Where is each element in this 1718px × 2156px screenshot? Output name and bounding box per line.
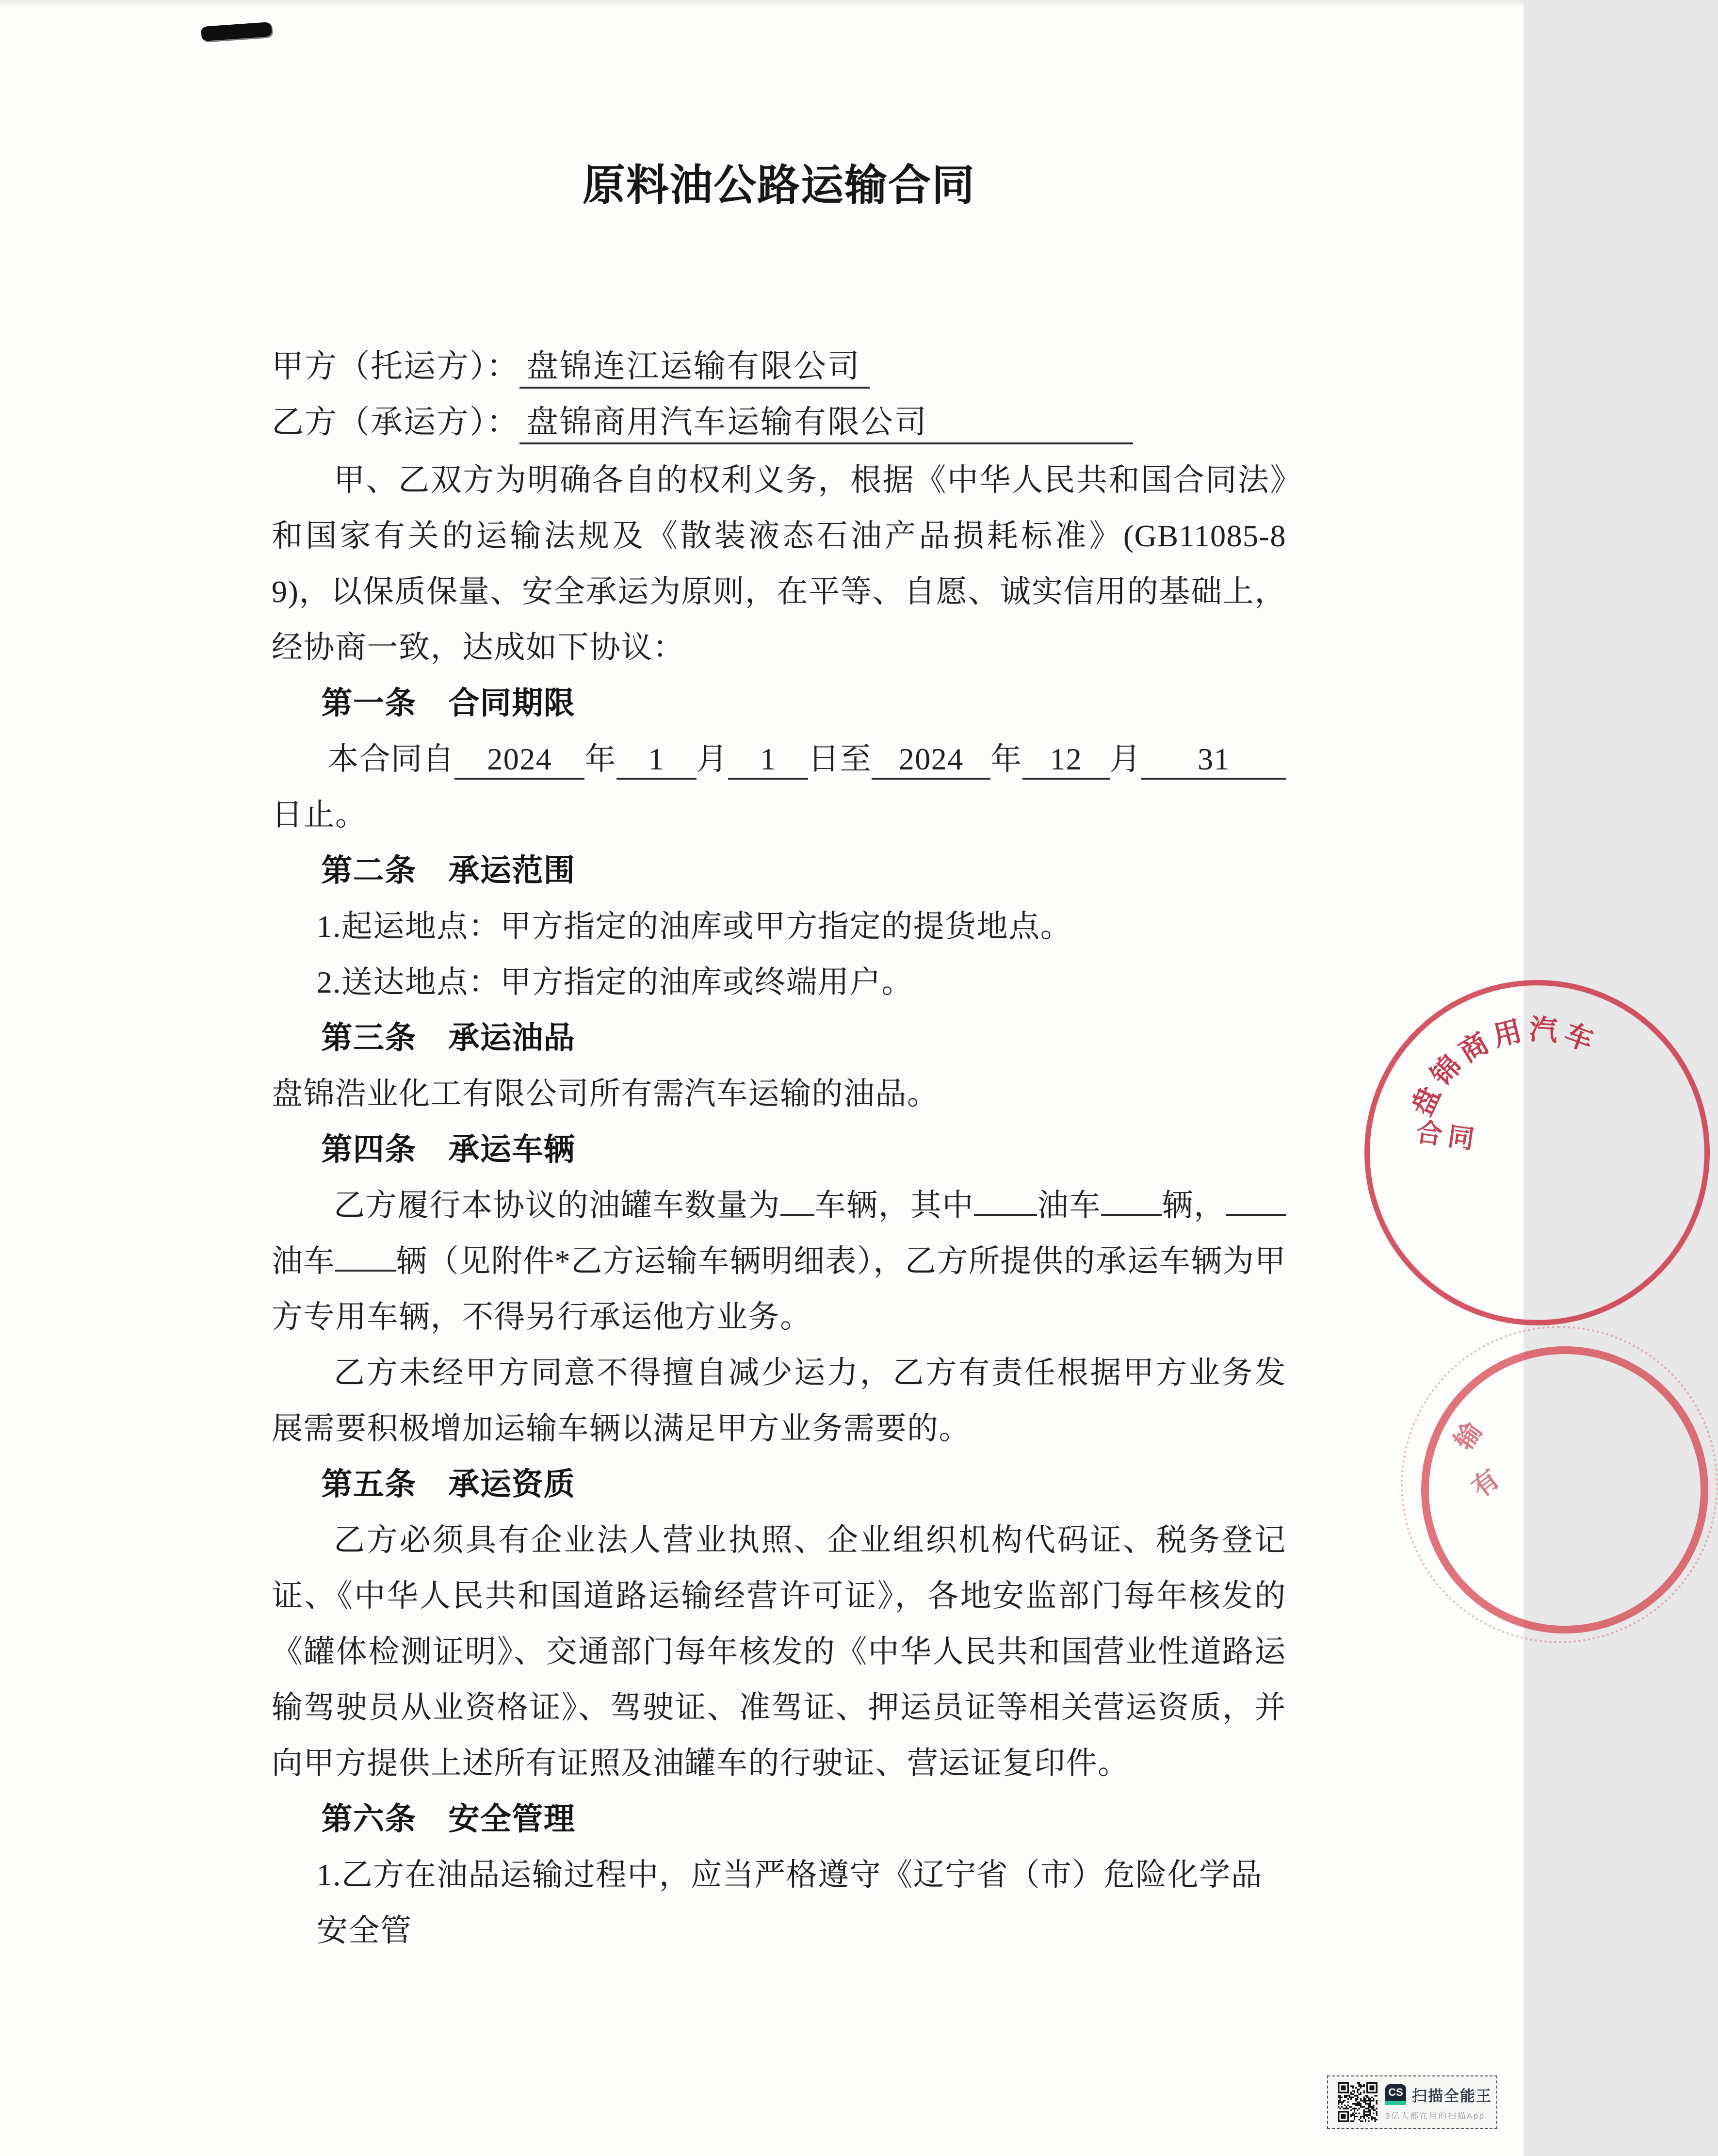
contract-line: 日止。 xyxy=(272,798,367,832)
contract-line xyxy=(272,452,1286,675)
fill-in-blank xyxy=(335,1270,396,1272)
seal-arc-character: 输 xyxy=(1448,1417,1488,1455)
section-heading: 第四条 承运车辆 xyxy=(321,1132,576,1167)
contract-text: 月 xyxy=(696,742,729,776)
badge-top-row xyxy=(1385,2084,1492,2106)
seal-arc-character: 汽 xyxy=(1528,1013,1558,1047)
contract-text: 油车 xyxy=(272,1244,336,1278)
fill-in-blank: 2024 xyxy=(872,741,990,780)
seal-arc-character: 车 xyxy=(1560,1018,1598,1058)
company-seal-stamp xyxy=(1364,980,1710,1325)
ink-mark xyxy=(201,22,272,41)
contract-line xyxy=(272,731,1286,787)
contract-text: 甲、乙双方为明确各自的权利义务，根据《中华人民共和国合同法》和国家有关的运输法规及《散装液态石油产品损耗标准》(GB11085-89)，以保质保量、安全承运为原则，在平等、自愿、诚实信用的基础上，经协商一致，达成如下协议： xyxy=(272,463,1286,665)
contract-line xyxy=(272,1512,1286,1791)
section-heading: 第二条 承运范围 xyxy=(321,853,576,888)
seal-arc-character: 有 xyxy=(1466,1464,1505,1503)
contract-line: 1.起运地点：甲方指定的油库或甲方指定的提货地点。 xyxy=(316,909,1072,944)
party-a-name: 盘锦连江运输有限公司 xyxy=(519,348,870,389)
party-b-name: 盘锦商用汽车运输有限公司 xyxy=(519,404,1133,444)
contract-text: 辆， xyxy=(1162,1188,1226,1223)
fill-in-blank: 1 xyxy=(616,741,697,780)
scanner-app-tagline: 3亿人都在用的扫描App xyxy=(1385,2111,1485,2121)
contract-blocks xyxy=(272,452,1286,1959)
party-a-line xyxy=(272,339,1286,394)
badge-text-area xyxy=(1385,2084,1492,2121)
camscanner-logo-icon xyxy=(1385,2084,1406,2105)
section-heading: 第一条 合同期限 xyxy=(321,686,576,720)
fill-in-blank: 2024 xyxy=(454,741,584,780)
seal-arc-character: 商 xyxy=(1454,1027,1494,1069)
fill-in-blank xyxy=(780,1214,814,1216)
text-column xyxy=(272,0,1286,1959)
document-title: 原料油公路运输合同 xyxy=(582,161,975,209)
party-b-label: 乙方（承运方）： xyxy=(272,405,519,440)
contract-text: 乙方履行本协议的油罐车数量为 xyxy=(334,1188,781,1223)
camscanner-logo-text: CS xyxy=(1388,2086,1403,2098)
qr-code xyxy=(1338,2082,1378,2122)
seal-center-text: 合同 xyxy=(1414,1117,1482,1155)
scanner-app-name: 扫描全能王 xyxy=(1412,2087,1492,2105)
fill-in-blank xyxy=(1101,1214,1162,1216)
fill-in-blank: 1 xyxy=(728,741,808,780)
fill-in-blank xyxy=(1226,1214,1286,1216)
contract-line xyxy=(272,1177,1286,1345)
seal-arc-character: 盘 xyxy=(1406,1081,1446,1121)
contract-text: 年 xyxy=(584,742,616,776)
parties-section xyxy=(272,339,1286,450)
contract-line xyxy=(272,1345,1286,1456)
company-seal-stamp-2 xyxy=(1421,1346,1708,1633)
party-a-label: 甲方（托运方）： xyxy=(272,349,519,384)
seal-arc-character: 用 xyxy=(1490,1015,1525,1053)
contract-text: 月 xyxy=(1109,742,1142,776)
contract-text: 日至 xyxy=(808,742,872,776)
contract-line: 2.送达地点：甲方指定的油库或终端用户。 xyxy=(316,965,913,999)
contract-text: 车辆，其中 xyxy=(814,1188,974,1223)
contract-line: 盘锦浩业化工有限公司所有需汽车运输的油品。 xyxy=(272,1077,939,1111)
party-b-line xyxy=(272,394,1286,450)
contract-text: 油车 xyxy=(1037,1188,1102,1223)
scanner-app-badge xyxy=(1327,2075,1497,2129)
contract-line: 1.乙方在油品运输过程中，应当严格遵守《辽宁省（市）危险化学品安全管 xyxy=(316,1858,1263,1948)
contract-text: 乙方未经甲方同意不得擅自减少运力，乙方有责任根据甲方业务发展需要积极增加运输车辆以满足甲方业务需要的。 xyxy=(272,1356,1286,1446)
contract-text: 乙方必须具有企业法人营业执照、企业组织机构代码证、税务登记证、《中华人民共和国道路运输经营许可证》，各地安监部门每年核发的《罐体检测证明》、交通部门每年核发的《中华人民共和国营业性道路运输驾驶员从业资格证》、驾驶证、准驾证、押运员证等相关营运资质，并向甲方提供上述所有证照及油罐车的行驶证、营运证复印件。 xyxy=(272,1523,1286,1780)
fill-in-blank xyxy=(974,1214,1037,1216)
contract-text: 本合同自 xyxy=(327,742,455,776)
seal-arc-character: 锦 xyxy=(1425,1049,1467,1092)
fill-in-blank: 31 xyxy=(1141,741,1286,780)
section-heading: 第六条 安全管理 xyxy=(321,1801,576,1836)
contract-text: 辆（见附件*乙方运输车辆明细表），乙方所提供的承运车辆为甲方专用车辆，不得另行承运他方业务。 xyxy=(272,1244,1287,1334)
section-heading: 第五条 承运资质 xyxy=(321,1467,576,1502)
camscanner-logo-accent xyxy=(1385,2101,1406,2105)
contract-text: 年 xyxy=(990,742,1022,776)
section-heading: 第三条 承运油品 xyxy=(321,1020,576,1055)
fill-in-blank: 12 xyxy=(1022,741,1110,780)
